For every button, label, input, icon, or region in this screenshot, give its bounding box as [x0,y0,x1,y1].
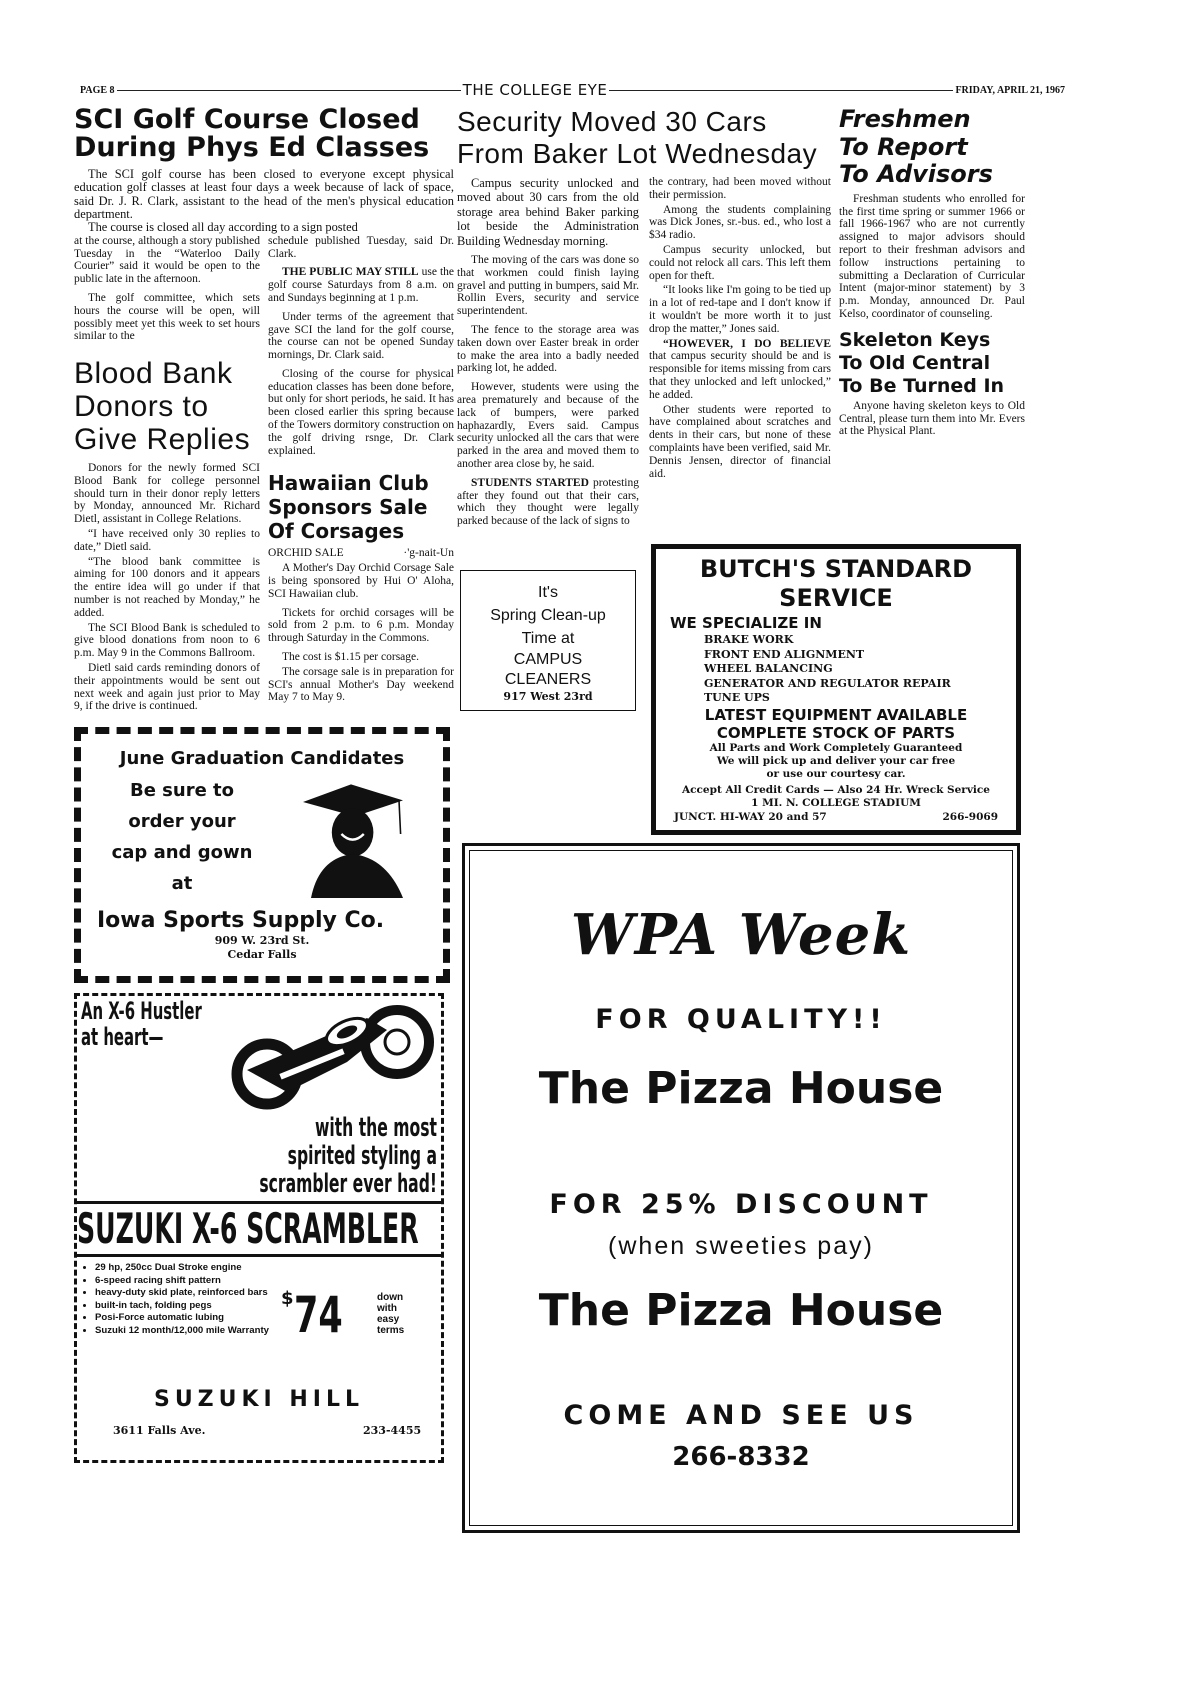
ad-line: All Parts and Work Completely Guaranteed [709,741,963,754]
blood-bank-body [74,462,260,713]
paragraph: The moving of the cars was done so that workmen could finish laying gravel and putting in bumpers, said Mr. Rollin Evers, security and service superintendent. [457,254,639,318]
lead-in: “HOWEVER, I DO BELIEVE [663,337,831,350]
ad-line: Accept All Credit Cards — Also 24 Hr. Wreck Service [682,783,990,796]
motorcycle-illustration [227,1000,437,1110]
paragraph: Among the students complaining was Dick Jones, sr.-bus. ed., who lost a $34 radio. [649,203,831,242]
headline-line: To Advisors [839,160,993,189]
paragraph: at the course, although a story published Tuesday in the “Waterloo Daily Courier” said it would be open to the public late in the afternoon. [74,234,260,286]
paragraph: Donors for the newly formed SCI Blood Bank for college personnel should turn in their donor reply letters by Monday, announced Mr. Richard Dietl, assistant in College Relations. [74,462,260,526]
left-half [74,106,454,1463]
service-item: FRONT END ALIGNMENT [704,647,865,661]
paragraph [457,477,639,528]
column-1 [74,235,260,716]
skeleton-keys-headline [839,329,1025,398]
feature-item: • Posi-Force automatic lubing [95,1312,271,1325]
ad-line: CAMPUS [513,650,583,668]
lead-in: THE PUBLIC MAY STILL [282,266,419,279]
ad-line: An X-6 Hustler [81,997,202,1026]
ad-business-name: The Pizza House [538,1062,944,1114]
paragraph: However, students were using the area prematurely and because of the lack of bumpers, were parked haphazardly, Evers said. Campus security unlocked all the cars that were parked in the area and moved them to another area close by, he said. [457,381,639,470]
ad-line: cap and gown [111,842,253,864]
headline-line: Give Replies [74,423,251,457]
skeleton-keys-body [839,400,1025,438]
headline-line: To Report [839,132,968,161]
paragraph: Closing of the course for physical education classes has been done before, but only for short periods, he said. It has been closed earlier this spring because of the Towers dormitory construction on the golf driving rsnge, Dr. Clark explained. [268,367,454,457]
ad-line: It's [538,583,558,601]
security-column-2 [649,176,831,482]
hawaiian-club-article [268,471,454,704]
ad-title: BUTCH'S STANDARD [699,554,973,583]
paragraph: Other students were reported to have complained about scratches and dents in their cars, but none of these complaints have been verified, said Mr. Dennis Jensen, director of financial aid. [649,403,831,480]
ad-city: Cedar Falls [227,948,297,962]
headline-line: To Old Central [839,351,991,374]
features-list [83,1262,271,1337]
security-headline [457,106,832,170]
ad-model-name: SUZUKI X-6 SCRAMBLER [77,1204,419,1254]
services-list [704,633,1008,706]
ad-line: COME AND SEE US [563,1399,919,1431]
price-symbol: $ [281,1288,294,1310]
page-number: PAGE 8 [80,84,115,96]
dealer-address: 3611 Falls Ave. [113,1424,206,1438]
ad-price [281,1286,363,1345]
paragraph: The golf committee, which sets hours the course will be open, will possibly meet yet this week to set hours similar to the [74,291,260,343]
feature-item: • Suzuki 12 month/12,000 mile Warranty [95,1325,271,1338]
ad-line: 1 MI. N. COLLEGE STADIUM [751,796,921,809]
ad-store-name: Iowa Sports Supply Co. [97,908,385,934]
golf-lead [74,168,454,235]
ad-junction: JUNCT. HI-WAY 20 and 57 [674,810,827,823]
headline-line: SCI Golf Course Closed [74,104,420,135]
service-item: GENERATOR AND REGULATOR REPAIR [704,676,951,690]
ad-line: spirited styling a [287,1141,437,1172]
paragraph: Dietl said cards reminding donors of their appointments would be sent out next week and again just prior to May 9, if the drive is continued. [74,662,260,713]
ad-line: Be sure to [129,780,235,802]
hawaiian-club-headline [268,471,454,543]
ad-line: FOR QUALITY!! [595,1003,887,1035]
ad-line: at [171,873,193,895]
paragraph: the contrary, had been moved without their permission. [649,176,831,201]
model-banner [77,1201,441,1257]
security-columns [457,176,832,534]
ad-line: COMPLETE STOCK OF PARTS [716,723,956,742]
freshmen-headline [839,106,1025,189]
ad-line: FOR 25% DISCOUNT [549,1188,933,1220]
paragraph: The course is closed all day according to a sign posted [88,220,358,235]
terms-line: down [377,1292,404,1304]
feature-item: • heavy-duty skid plate, reinforced bars [95,1287,271,1300]
freshmen-body [839,193,1025,321]
terms-line: with [377,1303,397,1315]
paragraph: Tickets for orchid corsages will be sold from 2 p.m. to 6 p.m. Monday through Saturday in the Commons. [268,606,454,645]
paragraph [268,266,454,304]
golf-headline [74,106,454,163]
kicker-line [268,547,454,560]
dealer-phone: 233-4455 [363,1424,422,1438]
graduation-ad [74,727,450,983]
paragraph: Under terms of the agreement that gave SCI the land for the golf course, the course can not be opened Sunday mornings, Dr. Clark said. [268,310,454,362]
terms-line: easy [377,1314,400,1326]
ad-line: (when sweeties pay) [608,1231,874,1260]
headline-line: Freshmen [839,105,971,133]
paragraph: “It looks like I'm going to be tied up in a lot of red-tape and I don't know if it wouldn't be more worth it to just drop the matter,” Jones said. [649,284,831,335]
ad-line: scrambler ever had! [259,1169,437,1200]
ad-address: 917 West 23rd [503,689,593,703]
paragraph: The corsage sale is in preparation for SCI's annual Mother's Day weekend May 7 to May 9. [268,665,454,704]
page-header [80,80,1065,100]
paragraph-text: protesting after they found out that their cars, which they thought were legally parked because of the lack of signs to [457,476,639,528]
headline-line: From Baker Lot Wednesday [457,138,818,169]
headline-line: Blood Bank [74,357,233,391]
ad-line: order your [128,811,236,833]
paragraph: “I have received only 30 replies to date,” Dietl said. [74,528,260,553]
ad-line: or use our courtesy car. [766,767,906,780]
ad-title: June Graduation Candidates [119,748,405,770]
paragraph: The SCI Blood Bank is scheduled to give blood donations from noon to 6 p.m. May 9 in the Commons Ballroom. [74,621,260,660]
ad-line: LATEST EQUIPMENT AVAILABLE [704,705,968,724]
hawaiian-club-body [268,547,454,704]
ad-line: with the most [314,1113,437,1144]
paragraph: The cost is $1.15 per corsage. [282,651,420,664]
headline-line: Hawaiian Club [268,471,429,496]
feature-item: • 6-speed racing shift pattern [95,1275,271,1288]
ad-phone: 266-9069 [942,810,998,823]
ad-business-name: The Pizza House [538,1284,944,1336]
price-value: 74 [293,1286,343,1345]
pizza-house-ad [462,843,1020,1533]
security-article [457,106,832,534]
kicker: ORCHID SALE [268,547,344,560]
price-terms [377,1292,404,1336]
ad-line: Time at [521,629,575,647]
freshmen-article [839,106,1025,444]
paragraph [649,338,831,402]
suzuki-ad [74,993,444,1463]
right-half [457,106,1025,1533]
dealer-name: SUZUKI HILL [153,1387,365,1413]
paragraph: Campus security unlocked, but could not relock all cars. This left them open for theft. [649,243,831,282]
headline-line: To Be Turned In [839,374,1005,397]
paragraph: schedule published Tuesday, said Dr. Clark. [268,234,454,260]
ad-subtitle: WE SPECIALIZE IN [670,613,822,632]
paragraph: Campus security unlocked and moved about 30 cars from the old storage area behind Baker parking lot beside the Administration Building Wednesday morning. [457,176,639,248]
paragraph: The SCI golf course has been closed to everyone except physical education golf classes at least four days a week because of lack of space, said Dr. J. R. Clark, assistant to the head of the men's physical education department. [74,166,454,221]
ad-line: at heart— [81,1023,164,1052]
headline-line: Of Corsages [268,519,405,544]
ad-slogan [259,1114,437,1198]
graduate-illustration [281,778,421,898]
ad-body [97,775,267,899]
ad-line: We will pick up and deliver your car free [716,754,956,767]
service-item: BRAKE WORK [704,632,794,646]
ad-footer [664,810,1008,824]
campus-cleaners-ad [460,570,636,711]
security-column-1 [457,176,639,534]
ad-address: 909 W. 23rd St. [214,934,310,948]
feature-item: • 29 hp, 250cc Dual Stroke engine [95,1262,271,1275]
paragraph: The fence to the storage area was taken down over Easter break in order to make the area into a badly needed parking lot, he added. [457,324,639,375]
terms-line: terms [377,1325,405,1337]
service-item: WHEEL BALANCING [704,662,833,676]
ad-tagline [81,998,202,1050]
ad-script-title: WPA Week [570,901,912,968]
right-ads-row [457,544,1025,835]
service-item: TUNE UPS [704,691,770,705]
blood-bank-headline [74,357,260,456]
headline-line: Donors to [74,390,209,424]
lead-in: STUDENTS STARTED [471,476,589,489]
ad-line: CLEANERS [504,670,592,688]
newspaper-title: THE COLLEGE EYE [462,81,608,99]
paragraph: Freshman students who enrolled for the first time spring or summer 1966 or fall 1966-1967 who are not currently assigned to major advisors should report to their freshman advisors and follow instructions pertaining to submitting a Declaration of Curricular Intent (major-minor statement) by 3 p.m. Monday, announced Dr. Paul Kelso, coordinator of counseling. [839,192,1025,320]
kicker-noise: ·'g-nait-Un [403,547,454,560]
headline-line: Sponsors Sale [268,495,428,520]
left-columns [74,235,454,716]
headline-line: Skeleton Keys [839,328,991,351]
paragraph-text: that campus security should be and is responsible for items missing from cars that they unlocked and left unlocked,” he added. [649,350,831,401]
issue-date: FRIDAY, APRIL 21, 1967 [955,84,1066,96]
headline-line: Security Moved 30 Cars [457,106,767,137]
column-2 [268,235,454,711]
paragraph: A Mother's Day Orchid Corsage Sale is being sponsored by Hui O' Aloha, SCI Hawaiian club. [268,562,454,600]
blood-bank-article [74,357,260,713]
headline-line: During Phys Ed Classes [74,132,430,164]
right-top-row [457,106,1025,534]
ad-phone: 266-8332 [672,1441,810,1472]
header-rule [609,90,953,91]
butchs-standard-ad [651,544,1021,835]
paragraph: “The blood bank committee is aiming for 100 donors and it appears the entire idea will go under if that number is not reached by Monday,” he added. [74,555,260,619]
feature-item: • built-in tach, folding pegs [95,1300,271,1313]
paragraph: Anyone having skeleton keys to Old Central, please turn them into Mr. Evers at the Physical Plant. [839,399,1025,438]
header-rule [117,90,461,91]
ad-title: SERVICE [779,583,893,612]
ad-line: Spring Clean-up [490,606,606,624]
golf-article [74,106,454,235]
paragraph-text: use the golf course Saturdays from 8 a.m. on and Sundays beginning at 1 p.m. [268,266,454,304]
